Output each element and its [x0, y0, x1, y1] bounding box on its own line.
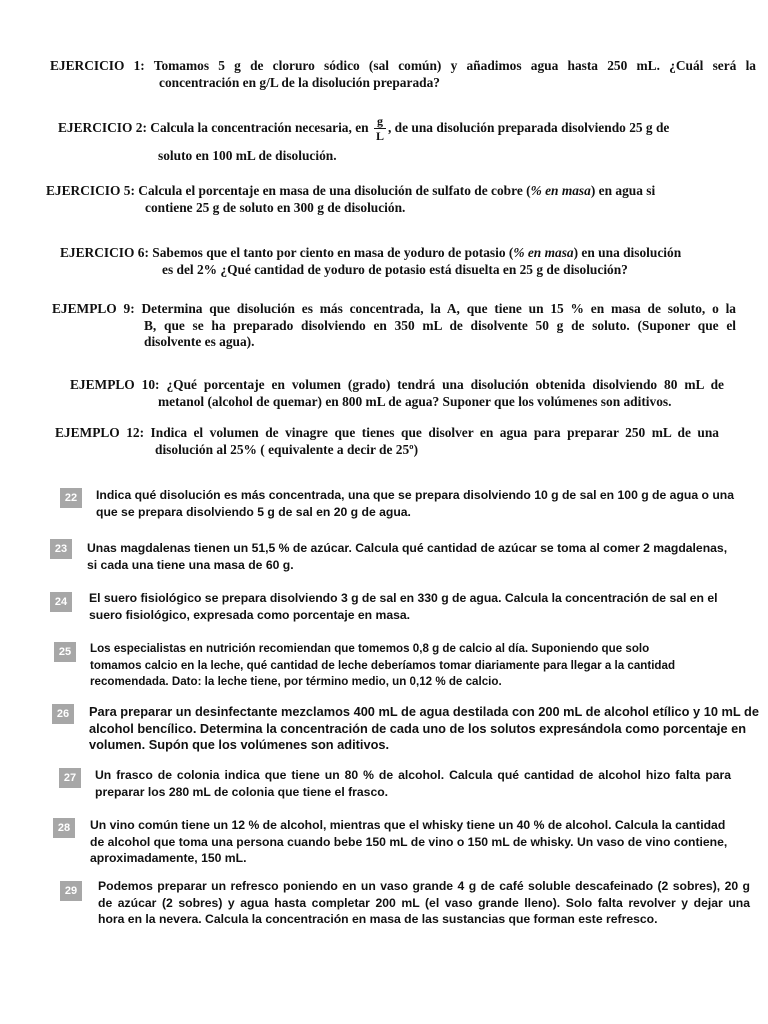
example-10 — [70, 377, 724, 410]
exercise-label: EJERCICIO 6: — [60, 245, 149, 260]
item-27-text: Un frasco de colonia indica que tiene un 80 % de alcohol. Calcula qué cantidad de alcohol hizo falta para preparar los 280 mL de colonia que tiene el frasco. — [95, 768, 731, 799]
item-number-badge: 24 — [50, 592, 72, 612]
item-24-text: El suero fisiológico se prepara disolviendo 3 g de sal en 330 g de agua. Calcula la concentración de sal en el suero fisiológico, expresada como porcentaje en masa. — [89, 591, 718, 622]
exercise-text: ) en una disolución — [573, 245, 682, 260]
exercise-label: EJERCICIO 5: — [46, 183, 135, 198]
exercise-text-cont: es del 2% ¿Qué cantidad de yoduro de potasio está disuelta en 25 g de disolución? — [162, 261, 628, 277]
exercise-text-cont: metanol (alcohol de quemar) en 800 mL de agua? Suponer que los volúmenes son aditivos. — [158, 393, 672, 409]
item-23-text: Unas magdalenas tienen un 51,5 % de azúcar. Calcula qué cantidad de azúcar se toma al comer 2 magdalenas, si cada una tiene una masa de 60 g. — [87, 541, 728, 572]
exercise-text: Tomamos 5 g de cloruro sódico (sal común) y añadimos agua hasta 250 mL. ¿Cuál será la — [153, 58, 756, 73]
example-9 — [52, 301, 736, 351]
exercise-text: , de una disolución preparada disolviendo 25 g de — [387, 120, 670, 135]
item-number-badge: 23 — [50, 539, 72, 559]
exercise-label: EJERCICIO 2: — [58, 120, 147, 135]
exercise-text: Indica el volumen de vinagre que tienes que disolver en agua para preparar 250 mL de una — [150, 425, 719, 440]
item-22-text: Indica qué disolución es más concentrada, una que se prepara disolviendo 10 g de sal en 100 g de agua o una que se prepara disolviendo 5 g de sal en 20 g de agua. — [96, 488, 734, 519]
exercise-label: EJEMPLO 10: — [70, 377, 160, 392]
fraction-g-over-l: $\frac{g}{L}$ — [375, 114, 384, 144]
exercise-text-cont: B, que se ha preparado disolviendo en 350 mL de disolvente 50 g de soluto. (Suponer que el — [144, 317, 736, 333]
exercise-italic: % en masa — [513, 245, 574, 260]
exercise-5 — [46, 183, 746, 216]
item-number-badge: 26 — [52, 704, 74, 724]
exercise-text: Calcula el porcentaje en masa de una disolución de sulfato de cobre ( — [138, 183, 531, 198]
item-29-text: Podemos preparar un refresco poniendo en un vaso grande 4 g de café soluble descafeinado (2 sobres), 20 g de azúcar (2 sobres) y agua hasta completar 200 mL (el vaso grande lleno). Solo falta revolver y dejar una hora en la nevera. Calcula la concentración en masa de las sustancias que forman este refresco. — [98, 879, 750, 926]
exercise-italic: % en masa — [530, 183, 591, 198]
item-number-badge: 22 — [60, 488, 82, 508]
exercise-text-cont: concentración en g/L de la disolución preparada? — [159, 74, 440, 90]
exercise-text-cont: disolvente es agua). — [144, 334, 255, 349]
example-12 — [55, 425, 719, 458]
exercise-text: ) en agua si — [590, 183, 656, 198]
exercise-text-cont: contiene 25 g de soluto en 300 g de disolución. — [145, 199, 406, 215]
exercise-label: EJEMPLO 9: — [52, 301, 135, 316]
exercise-text: Sabemos que el tanto por ciento en masa de yoduro de potasio ( — [152, 245, 514, 260]
exercise-label: EJERCICIO 1: — [50, 58, 145, 73]
item-number-badge: 25 — [54, 642, 76, 662]
exercise-6 — [60, 245, 760, 278]
exercise-2 — [58, 110, 758, 165]
item-number-badge: 27 — [59, 768, 81, 788]
item-number-badge: 28 — [53, 818, 75, 838]
exercise-text: Calcula la concentración necesaria, en — [150, 120, 369, 135]
exercise-text: ¿Qué porcentaje en volumen (grado) tendrá una disolución obtenida disolviendo 80 mL de — [166, 377, 725, 392]
exercise-label: EJEMPLO 12: — [55, 425, 145, 440]
exercise-text-cont: disolución al 25% ( equivalente a decir de 25º) — [155, 441, 419, 457]
item-28-text: Un vino común tiene un 12 % de alcohol, mientras que el whisky tiene un 40 % de alcohol. Calcula la cantidad de alcohol que toma una persona cuando bebe 150 mL de vino o 150 mL de whisky. Un vaso de vino contiene, aproximadamente, 150 mL. — [90, 818, 728, 865]
item-number-badge: 29 — [60, 881, 82, 901]
exercise-1 — [50, 58, 756, 91]
item-26-text: Para preparar un desinfectante mezclamos 400 mL de agua destilada con 200 mL de alcohol etílico y 10 mL de alcohol bencílico. Determina la concentración de cada uno de los solutos expresándola como porcentaje en volumen. Supón que los volúmenes son aditivos. — [89, 704, 759, 752]
item-25-text: Los especialistas en nutrición recomiendan que tomemos 0,8 g de calcio al día. Suponiendo que solo tomamos calcio en la leche, qué cantidad de leche deberíamos tomar diariamente para llegar a la cantidad recomendada. Dato: la leche tiene, por término medio, un 0,12 % de calcio. — [90, 642, 676, 688]
exercise-text: Determina que disolución es más concentrada, la A, que tiene un 15 % en masa de soluto, o la — [141, 301, 736, 316]
exercise-text-cont: soluto en 100 mL de disolución. — [158, 148, 337, 163]
